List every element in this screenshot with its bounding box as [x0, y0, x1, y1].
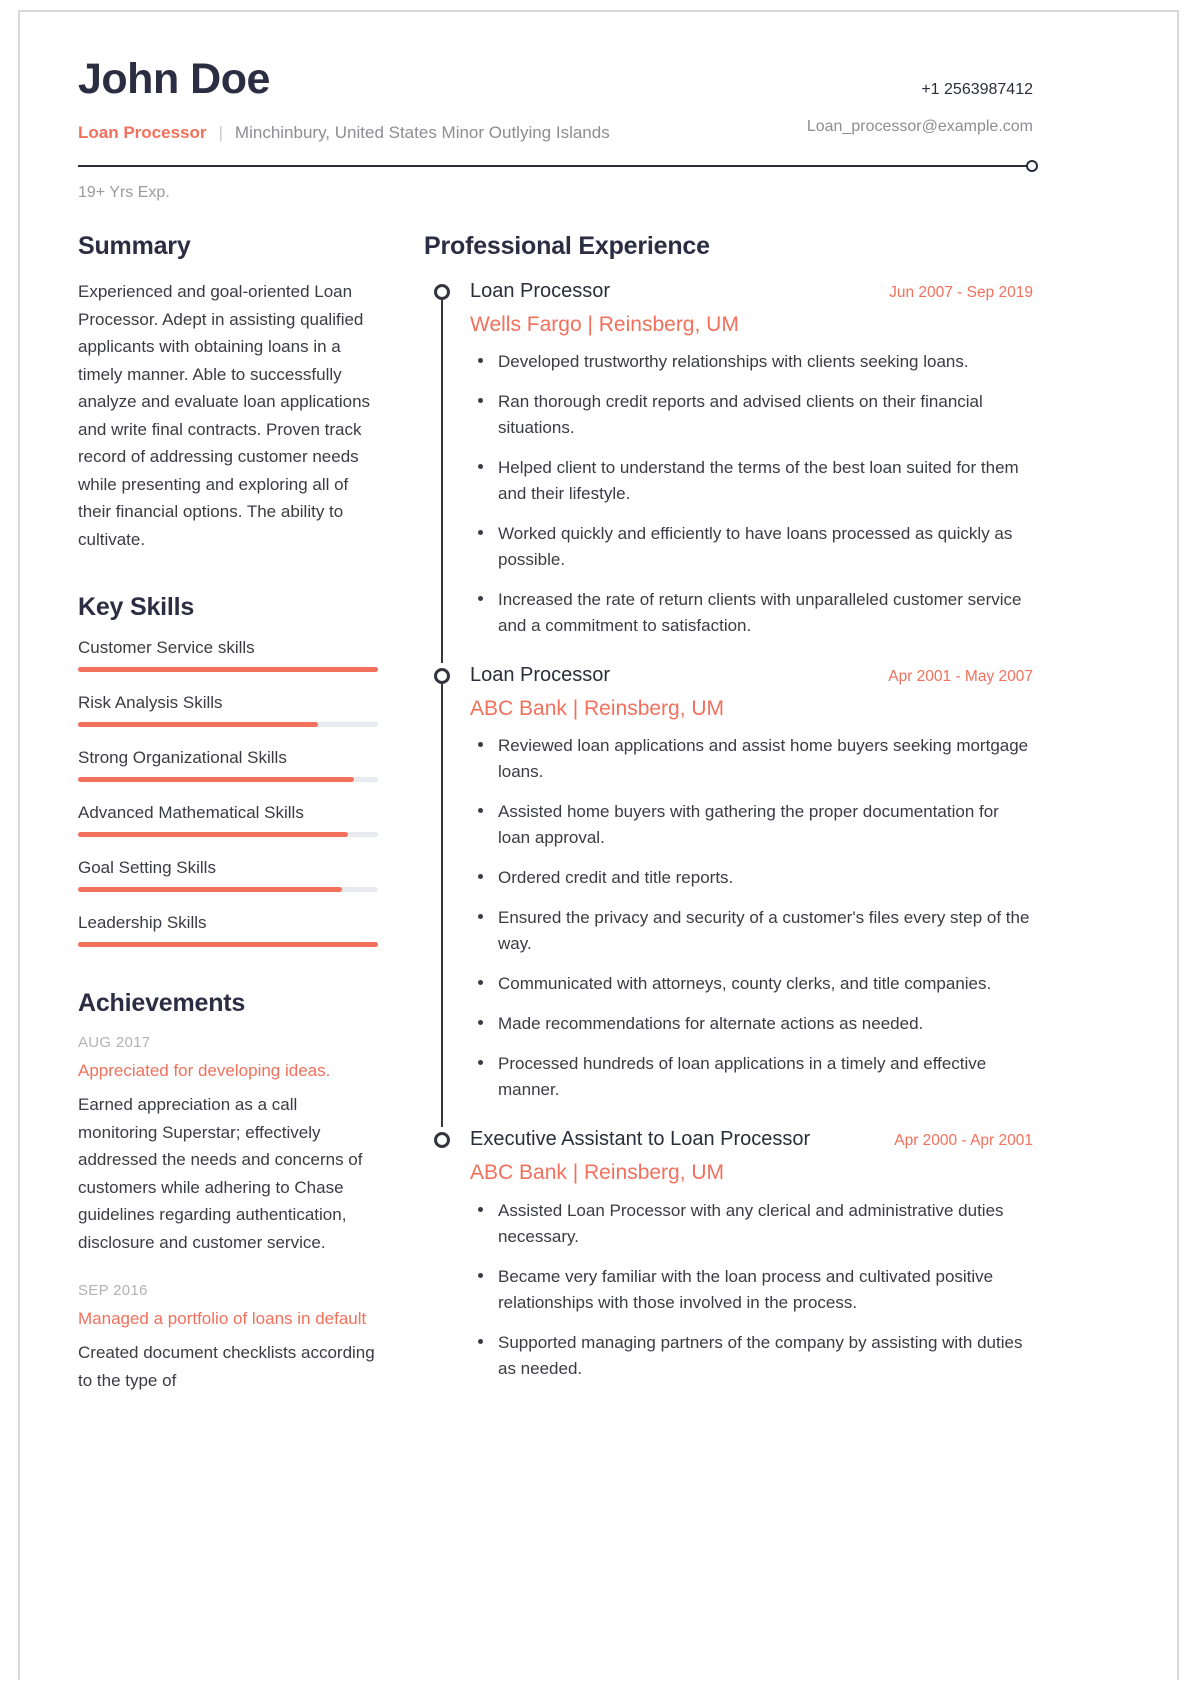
- experience-bullet: Helped client to understand the terms of the best loan suited for them and their lifestyle.: [470, 455, 1033, 507]
- skill-item: [78, 803, 378, 837]
- skill-name: Leadership Skills: [78, 913, 207, 933]
- experience-bullet: Increased the rate of return clients with unparalleled customer service and a commitment to satisfaction.: [470, 587, 1033, 639]
- resume-columns: [78, 232, 1033, 1420]
- bullet-dot-icon: [478, 914, 483, 919]
- experience-job-title: Executive Assistant to Loan Processor: [470, 1128, 811, 1151]
- bullet-dot-icon: [478, 980, 483, 985]
- achievement-description: Earned appreciation as a call monitoring Superstar; effectively addressed the needs and concerns of customers while adhering to Chase guidelines regarding authentication, disclosure and customer service.: [78, 1095, 363, 1252]
- skill-name: Customer Service skills: [78, 638, 255, 658]
- skill-level-track: [78, 667, 378, 672]
- header-divider-rule: [78, 165, 1033, 167]
- timeline-circle-icon: [434, 284, 450, 300]
- experience-bullet: Supported managing partners of the company by assisting with duties as needed.: [470, 1330, 1033, 1382]
- skill-level-track: [78, 722, 378, 727]
- experience-bullet: Ran thorough credit reports and advised clients on their financial situations.: [470, 389, 1033, 441]
- experience-header: [470, 279, 1033, 303]
- experience-bullet: Ensured the privacy and security of a customer's files every step of the way.: [470, 905, 1033, 957]
- achievement-date: AUG 2017: [78, 1034, 151, 1052]
- experience-bullet: Made recommendations for alternate actions as needed.: [470, 1011, 1033, 1037]
- skill-level-fill: [78, 887, 342, 892]
- experience-header: [470, 663, 1033, 687]
- skill-name: Goal Setting Skills: [78, 858, 216, 878]
- role-location-separator: |: [218, 123, 223, 142]
- achievement-item: [78, 1034, 378, 1256]
- experience-job-title: Loan Processor: [470, 664, 611, 687]
- experience-company: ABC Bank | Reinsberg, UM: [470, 1161, 725, 1185]
- bullet-dot-icon: [478, 1273, 483, 1278]
- bullet-dot-icon: [478, 596, 483, 601]
- skill-name: Risk Analysis Skills: [78, 693, 223, 713]
- key-skills-section: [78, 593, 378, 947]
- skill-list: [78, 638, 378, 947]
- experience-item: [434, 663, 1033, 1127]
- bullet-dot-icon: [478, 808, 483, 813]
- experience-job-title: Loan Processor: [470, 280, 611, 302]
- skill-name: Advanced Mathematical Skills: [78, 803, 304, 823]
- resume-content: [78, 55, 1033, 1420]
- divider-endpoint-circle-icon: [1026, 160, 1038, 172]
- bullet-dot-icon: [478, 1339, 483, 1344]
- bullet-dot-icon: [478, 1207, 483, 1212]
- bullet-dot-icon: [478, 874, 483, 879]
- skill-level-track: [78, 887, 378, 892]
- bullet-dot-icon: [478, 742, 483, 747]
- skill-item: [78, 858, 378, 892]
- achievements-heading: Achievements: [78, 989, 246, 1018]
- achievement-date: SEP 2016: [78, 1282, 148, 1300]
- header-subline: [78, 81, 1033, 143]
- contact-phone[interactable]: +1 2563987412: [921, 81, 1033, 98]
- experience-bullet-list: [470, 1198, 1033, 1382]
- timeline-line: [441, 295, 443, 663]
- bullet-dot-icon: [478, 398, 483, 403]
- skill-level-track: [78, 777, 378, 782]
- skill-level-fill: [78, 722, 318, 727]
- experience-bullet: Reviewed loan applications and assist home buyers seeking mortgage loans.: [470, 733, 1033, 785]
- skill-level-track: [78, 832, 378, 837]
- experience-bullet: Processed hundreds of loan applications in a timely and effective manner.: [470, 1051, 1033, 1103]
- skill-item: [78, 638, 378, 672]
- achievement-title: Managed a portfolio of loans in default: [78, 1309, 367, 1329]
- experience-bullet-list: [470, 349, 1033, 639]
- bullet-dot-icon: [478, 530, 483, 535]
- contact-block: [807, 81, 1033, 136]
- contact-email[interactable]: Loan_processor@example.com: [806, 118, 1033, 135]
- experience-item: [434, 1127, 1033, 1381]
- experience-list: [434, 279, 1033, 1382]
- skill-level-fill: [78, 942, 378, 947]
- timeline-line: [441, 679, 443, 1127]
- experience-bullet: Assisted Loan Processor with any clerical and administrative duties necessary.: [470, 1198, 1033, 1250]
- summary-text: Experienced and goal-oriented Loan Processor. Adept in assisting qualified applicants with obtaining loans in a timely manner. Able to successfully analyze and evaluate loan applications and write final contracts. Proven track record of addressing customer needs while presenting and exploring all of their financial options. The ability to cultivate.: [78, 282, 371, 549]
- page-frame-top: [18, 10, 1179, 12]
- column-gap: [378, 232, 424, 1420]
- experience-bullet: Communicated with attorneys, county clerks, and title companies.: [470, 971, 1033, 997]
- key-skills-heading: Key Skills: [78, 593, 195, 622]
- experience-section: [424, 232, 1033, 1382]
- experience-dates: Jun 2007 - Sep 2019: [889, 284, 1033, 301]
- experience-bullet: Assisted home buyers with gathering the proper documentation for loan approval.: [470, 799, 1033, 851]
- timeline-circle-icon: [434, 1132, 450, 1148]
- candidate-name: John Doe: [78, 55, 270, 103]
- experience-dates: Apr 2001 - May 2007: [888, 668, 1033, 686]
- bullet-dot-icon: [478, 1060, 483, 1065]
- right-column: [424, 232, 1033, 1420]
- skill-level-track: [78, 942, 378, 947]
- experience-bullet: Worked quickly and efficiently to have loans processed as quickly as possible.: [470, 521, 1033, 573]
- experience-heading: Professional Experience: [424, 232, 710, 260]
- achievement-description: Created document checklists according to the type of: [78, 1343, 375, 1390]
- experience-header: [470, 1127, 1033, 1151]
- skill-level-fill: [78, 667, 378, 672]
- summary-section: [78, 232, 378, 553]
- experience-company: Wells Fargo | Reinsberg, UM: [470, 313, 739, 336]
- experience-bullet-list: [470, 733, 1033, 1103]
- achievements-section: [78, 989, 378, 1394]
- experience-dates: Apr 2000 - Apr 2001: [894, 1132, 1033, 1150]
- bullet-dot-icon: [478, 464, 483, 469]
- achievement-title: Appreciated for developing ideas.: [78, 1061, 331, 1081]
- page-frame-right: [1177, 10, 1179, 1680]
- candidate-location: Minchinbury, United States Minor Outlying Islands: [234, 123, 610, 142]
- bullet-dot-icon: [478, 358, 483, 363]
- bullet-dot-icon: [478, 1020, 483, 1025]
- achievement-list: [78, 1034, 378, 1394]
- skill-level-fill: [78, 832, 348, 837]
- experience-bullet: Developed trustworthy relationships with clients seeking loans.: [470, 349, 1033, 375]
- timeline-circle-icon: [434, 668, 450, 684]
- experience-item: [434, 279, 1033, 663]
- skill-level-fill: [78, 777, 354, 782]
- skill-item: [78, 748, 378, 782]
- experience-bullet: Became very familiar with the loan process and cultivated positive relationships with those involved in the process.: [470, 1264, 1033, 1316]
- summary-heading: Summary: [78, 232, 191, 260]
- page-frame-left: [18, 10, 20, 1680]
- experience-company: ABC Bank | Reinsberg, UM: [470, 697, 725, 721]
- resume-header: [78, 55, 1033, 202]
- skill-name: Strong Organizational Skills: [78, 748, 287, 768]
- candidate-role: Loan Processor: [78, 123, 207, 142]
- role-and-location: [78, 123, 610, 143]
- achievement-item: [78, 1282, 378, 1394]
- experience-bullet: Ordered credit and title reports.: [470, 865, 1033, 891]
- years-experience: 19+ Yrs Exp.: [78, 184, 170, 201]
- left-column: [78, 232, 378, 1420]
- skill-item: [78, 913, 378, 947]
- skill-item: [78, 693, 378, 727]
